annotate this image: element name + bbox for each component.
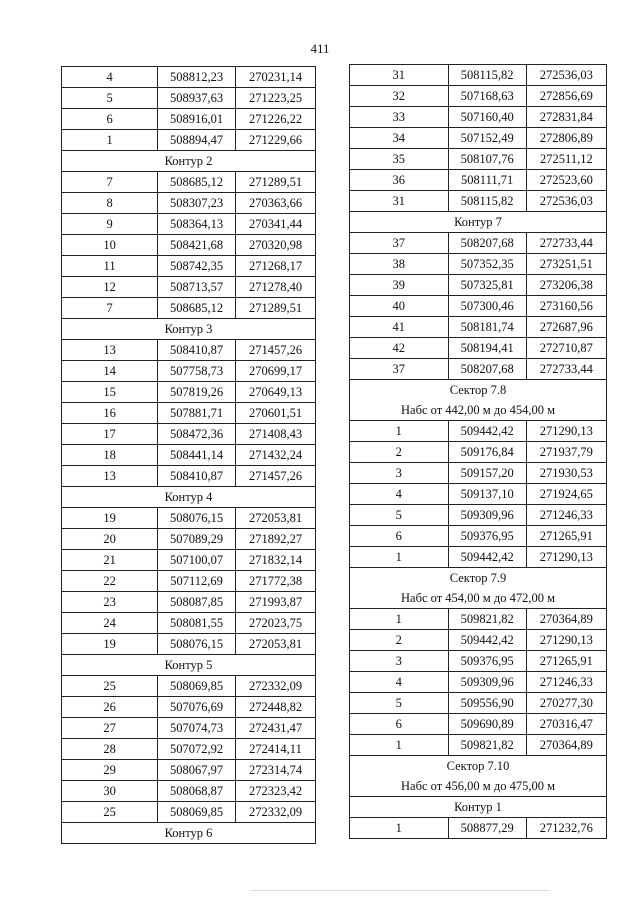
table-row [62,634,316,655]
table-row [62,739,316,760]
point-number-cell: 13 [62,466,158,487]
coord-x-cell: 507076,69 [158,697,236,718]
coord-y-cell: 270601,51 [236,403,316,424]
point-number-cell: 28 [62,739,158,760]
coord-x-cell: 507758,73 [158,361,236,382]
coord-x-cell: 508194,41 [448,338,526,359]
point-number-cell: 11 [62,256,158,277]
contour-header: Контур 3 [62,319,316,340]
table-row [62,109,316,130]
point-number-cell: 5 [350,693,449,714]
coord-x-cell: 509176,84 [448,442,526,463]
contour-header-row [350,212,607,233]
table-row [350,170,607,191]
point-number-cell: 16 [62,403,158,424]
coord-x-cell: 508069,85 [158,802,236,823]
table-row [350,296,607,317]
coord-y-cell: 271457,26 [236,340,316,361]
coord-x-cell: 507819,26 [158,382,236,403]
coord-y-cell: 271290,13 [526,421,606,442]
coord-x-cell: 508410,87 [158,466,236,487]
coord-y-cell: 272733,44 [526,359,606,380]
point-number-cell: 1 [350,547,449,568]
coord-x-cell: 508107,76 [448,149,526,170]
sector-header-row [350,568,607,609]
contour-header: Контур 6 [62,823,316,844]
coord-y-cell: 271892,27 [236,529,316,550]
coord-y-cell: 271268,17 [236,256,316,277]
point-number-cell: 9 [62,214,158,235]
sector-title: Сектор 7.8 [449,383,507,397]
coord-y-cell: 271289,51 [236,172,316,193]
point-number-cell: 26 [62,697,158,718]
contour-header-row [62,319,316,340]
coord-y-cell: 271993,87 [236,592,316,613]
coord-x-cell: 507074,73 [158,718,236,739]
contour-header-row [62,823,316,844]
coord-y-cell: 271290,13 [526,547,606,568]
table-row [62,235,316,256]
table-row [62,550,316,571]
point-number-cell: 31 [350,65,449,86]
point-number-cell: 3 [350,651,449,672]
left-table-body [62,67,316,844]
coord-x-cell: 509376,95 [448,526,526,547]
coord-y-cell: 272831,84 [526,107,606,128]
coord-y-cell: 270341,44 [236,214,316,235]
table-row [350,359,607,380]
point-number-cell: 13 [62,340,158,361]
point-number-cell: 6 [62,109,158,130]
coord-y-cell: 271457,26 [236,466,316,487]
coord-y-cell: 272053,81 [236,508,316,529]
point-number-cell: 23 [62,592,158,613]
point-number-cell: 1 [350,421,449,442]
table-row [350,672,607,693]
table-row [350,317,607,338]
coord-y-cell: 272414,11 [236,739,316,760]
coordinates-table-left [61,66,316,844]
scan-edge-line [250,890,550,891]
table-row [62,676,316,697]
point-number-cell: 20 [62,529,158,550]
table-row [350,735,607,756]
table-row [62,445,316,466]
coord-y-cell: 270231,14 [236,67,316,88]
coord-y-cell: 271772,38 [236,571,316,592]
point-number-cell: 2 [350,442,449,463]
coordinates-table-right [349,64,607,839]
coord-y-cell: 271232,76 [526,818,606,839]
table-row [62,172,316,193]
coord-y-cell: 272710,87 [526,338,606,359]
contour-header-row [62,487,316,508]
table-row [350,338,607,359]
coord-y-cell: 271265,91 [526,526,606,547]
contour-header-row [62,151,316,172]
point-number-cell: 1 [350,609,449,630]
point-number-cell: 39 [350,275,449,296]
table-row [350,128,607,149]
coord-y-cell: 273251,51 [526,254,606,275]
coord-x-cell: 509137,10 [448,484,526,505]
table-row [62,718,316,739]
table-row [350,609,607,630]
table-row [350,526,607,547]
coord-x-cell: 508685,12 [158,172,236,193]
coord-x-cell: 507160,40 [448,107,526,128]
table-row [350,275,607,296]
point-number-cell: 32 [350,86,449,107]
table-row [350,547,607,568]
table-row [350,421,607,442]
coord-x-cell: 507168,63 [448,86,526,107]
point-number-cell: 18 [62,445,158,466]
page-number: 411 [310,41,330,56]
coord-y-cell: 270277,30 [526,693,606,714]
table-row [350,693,607,714]
point-number-cell: 27 [62,718,158,739]
coord-y-cell: 270316,47 [526,714,606,735]
table-row [350,714,607,735]
point-number-cell: 15 [62,382,158,403]
table-row [62,88,316,109]
table-row [62,298,316,319]
coord-y-cell: 271278,40 [236,277,316,298]
table-row [62,424,316,445]
coord-x-cell: 508207,68 [448,359,526,380]
coord-y-cell: 270363,66 [236,193,316,214]
coord-y-cell: 271937,79 [526,442,606,463]
contour-header-row [62,655,316,676]
table-row [350,505,607,526]
point-number-cell: 42 [350,338,449,359]
point-number-cell: 6 [350,526,449,547]
coord-y-cell: 270649,13 [236,382,316,403]
coord-x-cell: 508877,29 [448,818,526,839]
table-row [62,613,316,634]
sector-elevation-range: Набс от 454,00 м до 472,00 м [401,591,555,605]
coord-y-cell: 272806,89 [526,128,606,149]
coord-y-cell: 271924,65 [526,484,606,505]
contour-header-row [350,797,607,818]
coord-y-cell: 272856,69 [526,86,606,107]
coord-x-cell: 507325,81 [448,275,526,296]
point-number-cell: 37 [350,359,449,380]
coord-x-cell: 507072,92 [158,739,236,760]
sector-title: Сектор 7.10 [446,759,510,773]
sector-title: Сектор 7.9 [449,571,507,585]
point-number-cell: 1 [350,818,449,839]
point-number-cell: 30 [62,781,158,802]
coord-y-cell: 272733,44 [526,233,606,254]
point-number-cell: 7 [62,298,158,319]
coord-x-cell: 508410,87 [158,340,236,361]
table-row [62,403,316,424]
coord-y-cell: 270364,89 [526,735,606,756]
coord-y-cell: 270699,17 [236,361,316,382]
coord-y-cell: 272314,74 [236,760,316,781]
point-number-cell: 25 [62,676,158,697]
coord-x-cell: 507089,29 [158,529,236,550]
table-row [350,149,607,170]
point-number-cell: 4 [350,484,449,505]
coord-x-cell: 508812,23 [158,67,236,88]
coord-x-cell: 507300,46 [448,296,526,317]
table-row [62,592,316,613]
point-number-cell: 1 [62,130,158,151]
contour-header: Контур 7 [350,212,607,233]
point-number-cell: 37 [350,233,449,254]
coord-y-cell: 271930,53 [526,463,606,484]
table-row [62,382,316,403]
point-number-cell: 22 [62,571,158,592]
table-row [350,65,607,86]
coord-x-cell: 508081,55 [158,613,236,634]
coord-x-cell: 508087,85 [158,592,236,613]
table-row [62,697,316,718]
contour-header: Контур 1 [350,797,607,818]
coord-x-cell: 508421,68 [158,235,236,256]
table-row [62,760,316,781]
coord-x-cell: 509376,95 [448,651,526,672]
table-row [62,802,316,823]
table-row [62,256,316,277]
table-row [62,781,316,802]
coord-x-cell: 507112,69 [158,571,236,592]
coord-y-cell: 271229,66 [236,130,316,151]
coord-x-cell: 508364,13 [158,214,236,235]
table-row [62,130,316,151]
table-row [350,86,607,107]
table-row [62,277,316,298]
coord-y-cell: 272511,12 [526,149,606,170]
coord-x-cell: 508685,12 [158,298,236,319]
coord-x-cell: 508472,36 [158,424,236,445]
sector-header [350,756,607,797]
coord-y-cell: 272431,47 [236,718,316,739]
coord-y-cell: 271408,43 [236,424,316,445]
coord-y-cell: 271226,22 [236,109,316,130]
right-table-body [350,65,607,839]
point-number-cell: 17 [62,424,158,445]
coord-x-cell: 509309,96 [448,672,526,693]
table-row [350,484,607,505]
point-number-cell: 8 [62,193,158,214]
coord-x-cell: 509821,82 [448,735,526,756]
coord-x-cell: 508076,15 [158,508,236,529]
coord-x-cell: 508076,15 [158,634,236,655]
coord-x-cell: 509157,20 [448,463,526,484]
coord-y-cell: 271246,33 [526,672,606,693]
point-number-cell: 5 [350,505,449,526]
coord-y-cell: 272687,96 [526,317,606,338]
coord-y-cell: 271832,14 [236,550,316,571]
point-number-cell: 12 [62,277,158,298]
coord-y-cell: 272023,75 [236,613,316,634]
point-number-cell: 41 [350,317,449,338]
point-number-cell: 5 [62,88,158,109]
table-row [62,529,316,550]
point-number-cell: 40 [350,296,449,317]
point-number-cell: 24 [62,613,158,634]
coord-x-cell: 508742,35 [158,256,236,277]
point-number-cell: 19 [62,634,158,655]
coord-y-cell: 271290,13 [526,630,606,651]
coord-x-cell: 508894,47 [158,130,236,151]
coord-x-cell: 507100,07 [158,550,236,571]
coord-x-cell: 508181,74 [448,317,526,338]
table-row [62,508,316,529]
point-number-cell: 25 [62,802,158,823]
coord-y-cell: 273206,38 [526,275,606,296]
table-row [350,254,607,275]
sector-header [350,380,607,421]
coord-x-cell: 509442,42 [448,421,526,442]
coord-x-cell: 507352,35 [448,254,526,275]
table-row [62,361,316,382]
coord-x-cell: 509821,82 [448,609,526,630]
contour-header: Контур 2 [62,151,316,172]
table-row [350,651,607,672]
table-row [62,340,316,361]
sector-elevation-range: Набс от 442,00 м до 454,00 м [401,403,555,417]
coord-x-cell: 509442,42 [448,547,526,568]
coord-y-cell: 270364,89 [526,609,606,630]
point-number-cell: 19 [62,508,158,529]
coord-y-cell: 271289,51 [236,298,316,319]
point-number-cell: 4 [62,67,158,88]
contour-header: Контур 4 [62,487,316,508]
coord-x-cell: 508069,85 [158,676,236,697]
table-row [350,463,607,484]
contour-header: Контур 5 [62,655,316,676]
coord-y-cell: 272448,82 [236,697,316,718]
coord-y-cell: 271432,24 [236,445,316,466]
coord-x-cell: 507881,71 [158,403,236,424]
coord-x-cell: 508115,82 [448,65,526,86]
coord-x-cell: 508937,63 [158,88,236,109]
point-number-cell: 21 [62,550,158,571]
coord-x-cell: 508068,87 [158,781,236,802]
point-number-cell: 2 [350,630,449,651]
sector-header [350,568,607,609]
coord-x-cell: 508115,82 [448,191,526,212]
point-number-cell: 3 [350,463,449,484]
coord-y-cell: 272536,03 [526,191,606,212]
coord-x-cell: 508111,71 [448,170,526,191]
coord-x-cell: 509309,96 [448,505,526,526]
point-number-cell: 1 [350,735,449,756]
point-number-cell: 29 [62,760,158,781]
coord-y-cell: 271246,33 [526,505,606,526]
point-number-cell: 36 [350,170,449,191]
coord-y-cell: 273160,56 [526,296,606,317]
coord-y-cell: 272523,60 [526,170,606,191]
coord-y-cell: 270320,98 [236,235,316,256]
coord-y-cell: 272332,09 [236,802,316,823]
table-row [62,67,316,88]
coord-y-cell: 271223,25 [236,88,316,109]
sector-header-row [350,380,607,421]
coord-x-cell: 508207,68 [448,233,526,254]
point-number-cell: 33 [350,107,449,128]
table-row [62,193,316,214]
point-number-cell: 31 [350,191,449,212]
sector-header-row [350,756,607,797]
point-number-cell: 38 [350,254,449,275]
point-number-cell: 14 [62,361,158,382]
coord-x-cell: 507152,49 [448,128,526,149]
table-row [350,630,607,651]
table-row [62,214,316,235]
coord-y-cell: 272053,81 [236,634,316,655]
coord-x-cell: 509442,42 [448,630,526,651]
coord-x-cell: 509556,90 [448,693,526,714]
coord-y-cell: 272332,09 [236,676,316,697]
table-row [350,818,607,839]
table-row [350,191,607,212]
coord-x-cell: 509690,89 [448,714,526,735]
sector-elevation-range: Набс от 456,00 м до 475,00 м [401,779,555,793]
coord-y-cell: 272323,42 [236,781,316,802]
coord-y-cell: 271265,91 [526,651,606,672]
coord-y-cell: 272536,03 [526,65,606,86]
table-row [62,571,316,592]
point-number-cell: 35 [350,149,449,170]
point-number-cell: 10 [62,235,158,256]
point-number-cell: 7 [62,172,158,193]
coord-x-cell: 508067,97 [158,760,236,781]
point-number-cell: 4 [350,672,449,693]
coord-x-cell: 508713,57 [158,277,236,298]
coord-x-cell: 508441,14 [158,445,236,466]
table-row [62,466,316,487]
point-number-cell: 6 [350,714,449,735]
coord-x-cell: 508916,01 [158,109,236,130]
table-row [350,442,607,463]
table-row [350,233,607,254]
coord-x-cell: 508307,23 [158,193,236,214]
point-number-cell: 34 [350,128,449,149]
table-row [350,107,607,128]
